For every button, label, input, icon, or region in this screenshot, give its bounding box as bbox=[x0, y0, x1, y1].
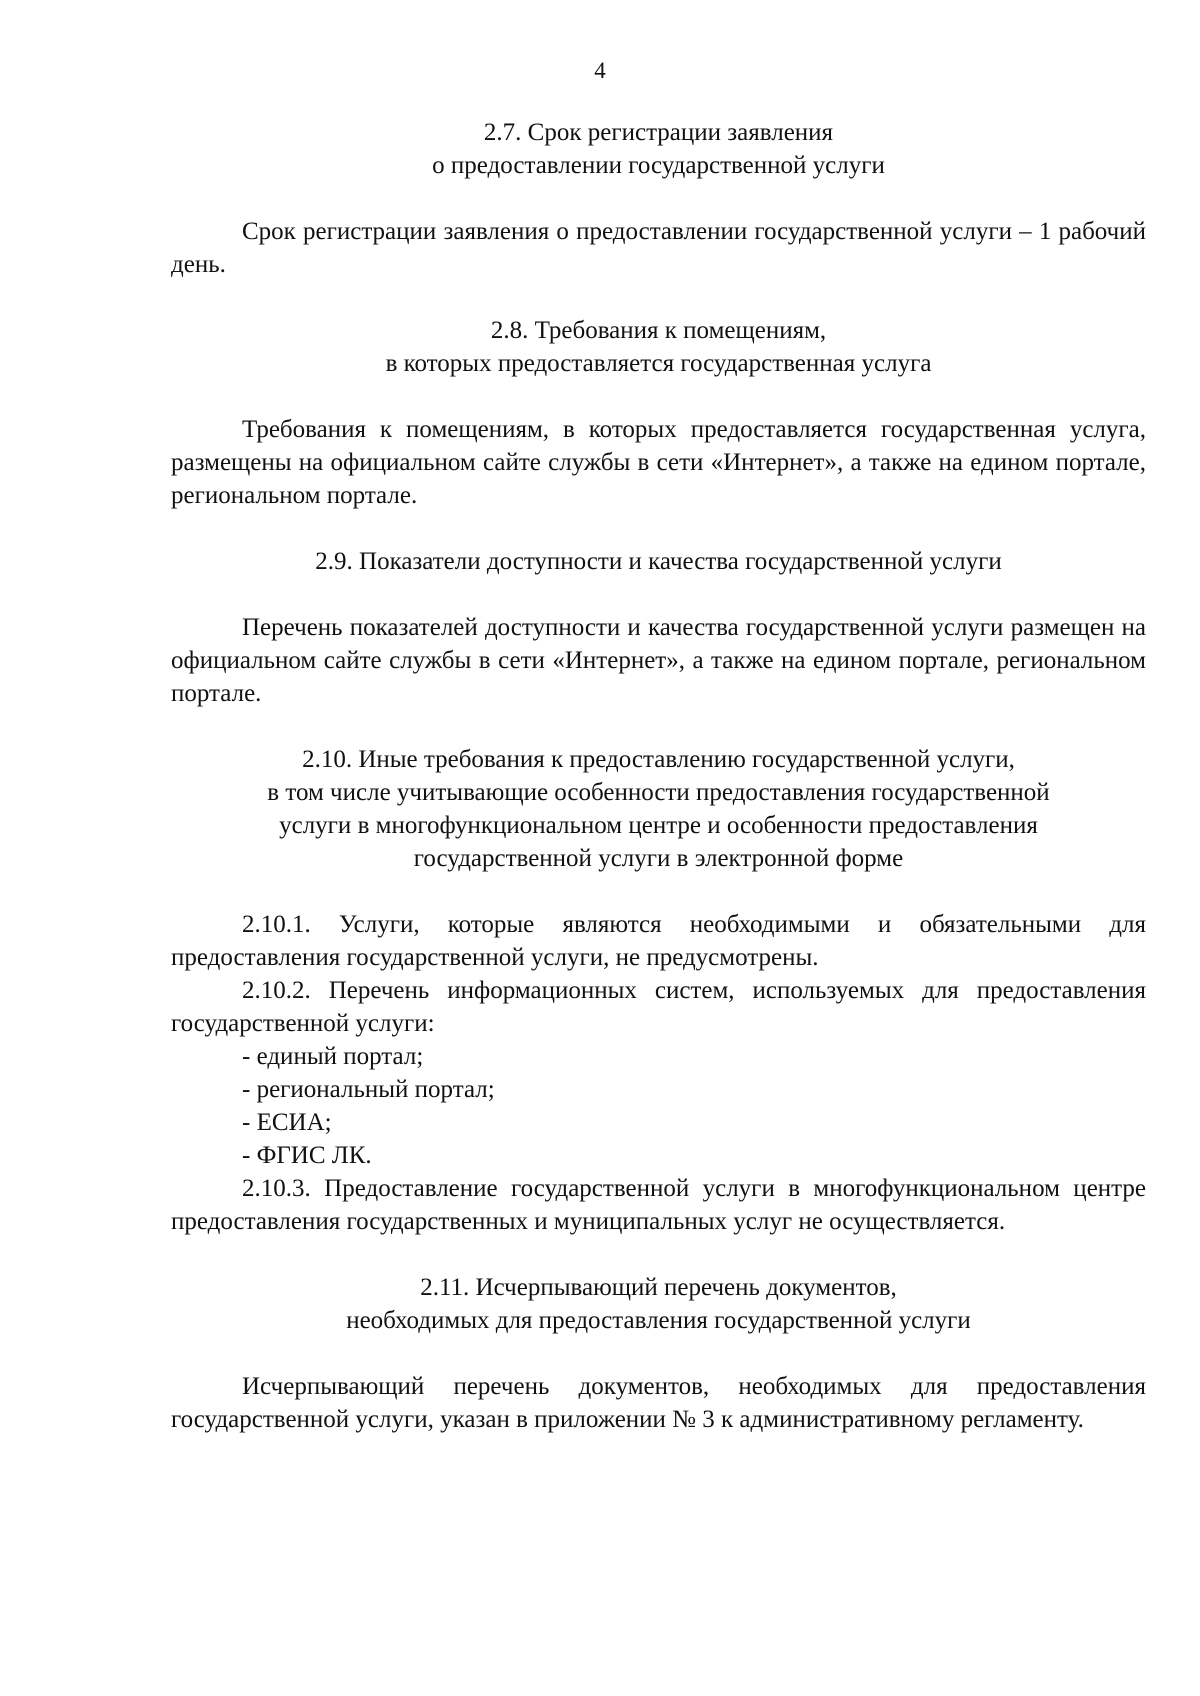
list-item: - региональный портал; bbox=[242, 1076, 495, 1103]
section-2-10-1-paragraph: 2.10.1. Услуги, которые являются необходимыми и обязательными для предоставления государственной услуги, не предусмотрены. bbox=[171, 911, 1146, 971]
heading-line: о предоставлении государственной услуги bbox=[432, 152, 885, 179]
list-item: - ЕСИА; bbox=[242, 1109, 332, 1136]
heading-line: 2.9. Показатели доступности и качества государственной услуги bbox=[315, 548, 1002, 575]
list-item: - единый портал; bbox=[242, 1043, 424, 1070]
section-2-7-heading bbox=[171, 116, 1146, 182]
section-2-9-paragraph: Перечень показателей доступности и качества государственной услуги размещен на официальном сайте службы в сети «Интернет», а также на едином портале, региональном портале. bbox=[171, 614, 1146, 707]
document-body bbox=[171, 116, 1146, 1469]
section-2-7-paragraph: Срок регистрации заявления о предоставлении государственной услуги – 1 рабочий день. bbox=[171, 218, 1146, 278]
section-2-10-heading bbox=[171, 743, 1146, 875]
heading-line: государственной услуги в электронной форме bbox=[413, 845, 904, 872]
heading-line: 2.10. Иные требования к предоставлению государственной услуги, bbox=[302, 746, 1015, 773]
section-2-11-paragraph: Исчерпывающий перечень документов, необходимых для предоставления государственной услуги, указан в приложении № 3 к административному регламенту. bbox=[171, 1373, 1146, 1433]
page-number: 4 bbox=[594, 58, 606, 83]
heading-line: в которых предоставляется государственная услуга bbox=[385, 350, 932, 377]
list-item: - ФГИС ЛК. bbox=[242, 1142, 372, 1169]
section-2-10-2-paragraph: 2.10.2. Перечень информационных систем, используемых для предоставления государственной услуги: bbox=[171, 977, 1146, 1037]
heading-line: 2.7. Срок регистрации заявления bbox=[483, 119, 834, 146]
heading-line: 2.8. Требования к помещениям, bbox=[490, 317, 827, 344]
information-systems-list bbox=[171, 1040, 1146, 1172]
heading-line: услуги в многофункциональном центре и особенности предоставления bbox=[279, 812, 1038, 839]
section-2-8-heading bbox=[171, 314, 1146, 380]
heading-line: в том числе учитывающие особенности предоставления государственной bbox=[267, 779, 1050, 806]
heading-line: 2.11. Исчерпывающий перечень документов, bbox=[420, 1274, 897, 1301]
section-2-9-heading bbox=[171, 545, 1146, 578]
section-2-8-paragraph: Требования к помещениям, в которых предоставляется государственная услуга, размещены на официальном сайте службы в сети «Интернет», а также на едином портале, региональном портале. bbox=[171, 416, 1146, 509]
heading-line: необходимых для предоставления государственной услуги bbox=[346, 1307, 971, 1334]
section-2-11-heading bbox=[171, 1271, 1146, 1337]
section-2-10-3-paragraph: 2.10.3. Предоставление государственной услуги в многофункциональном центре предоставления государственных и муниципальных услуг не осуществляется. bbox=[171, 1175, 1146, 1235]
